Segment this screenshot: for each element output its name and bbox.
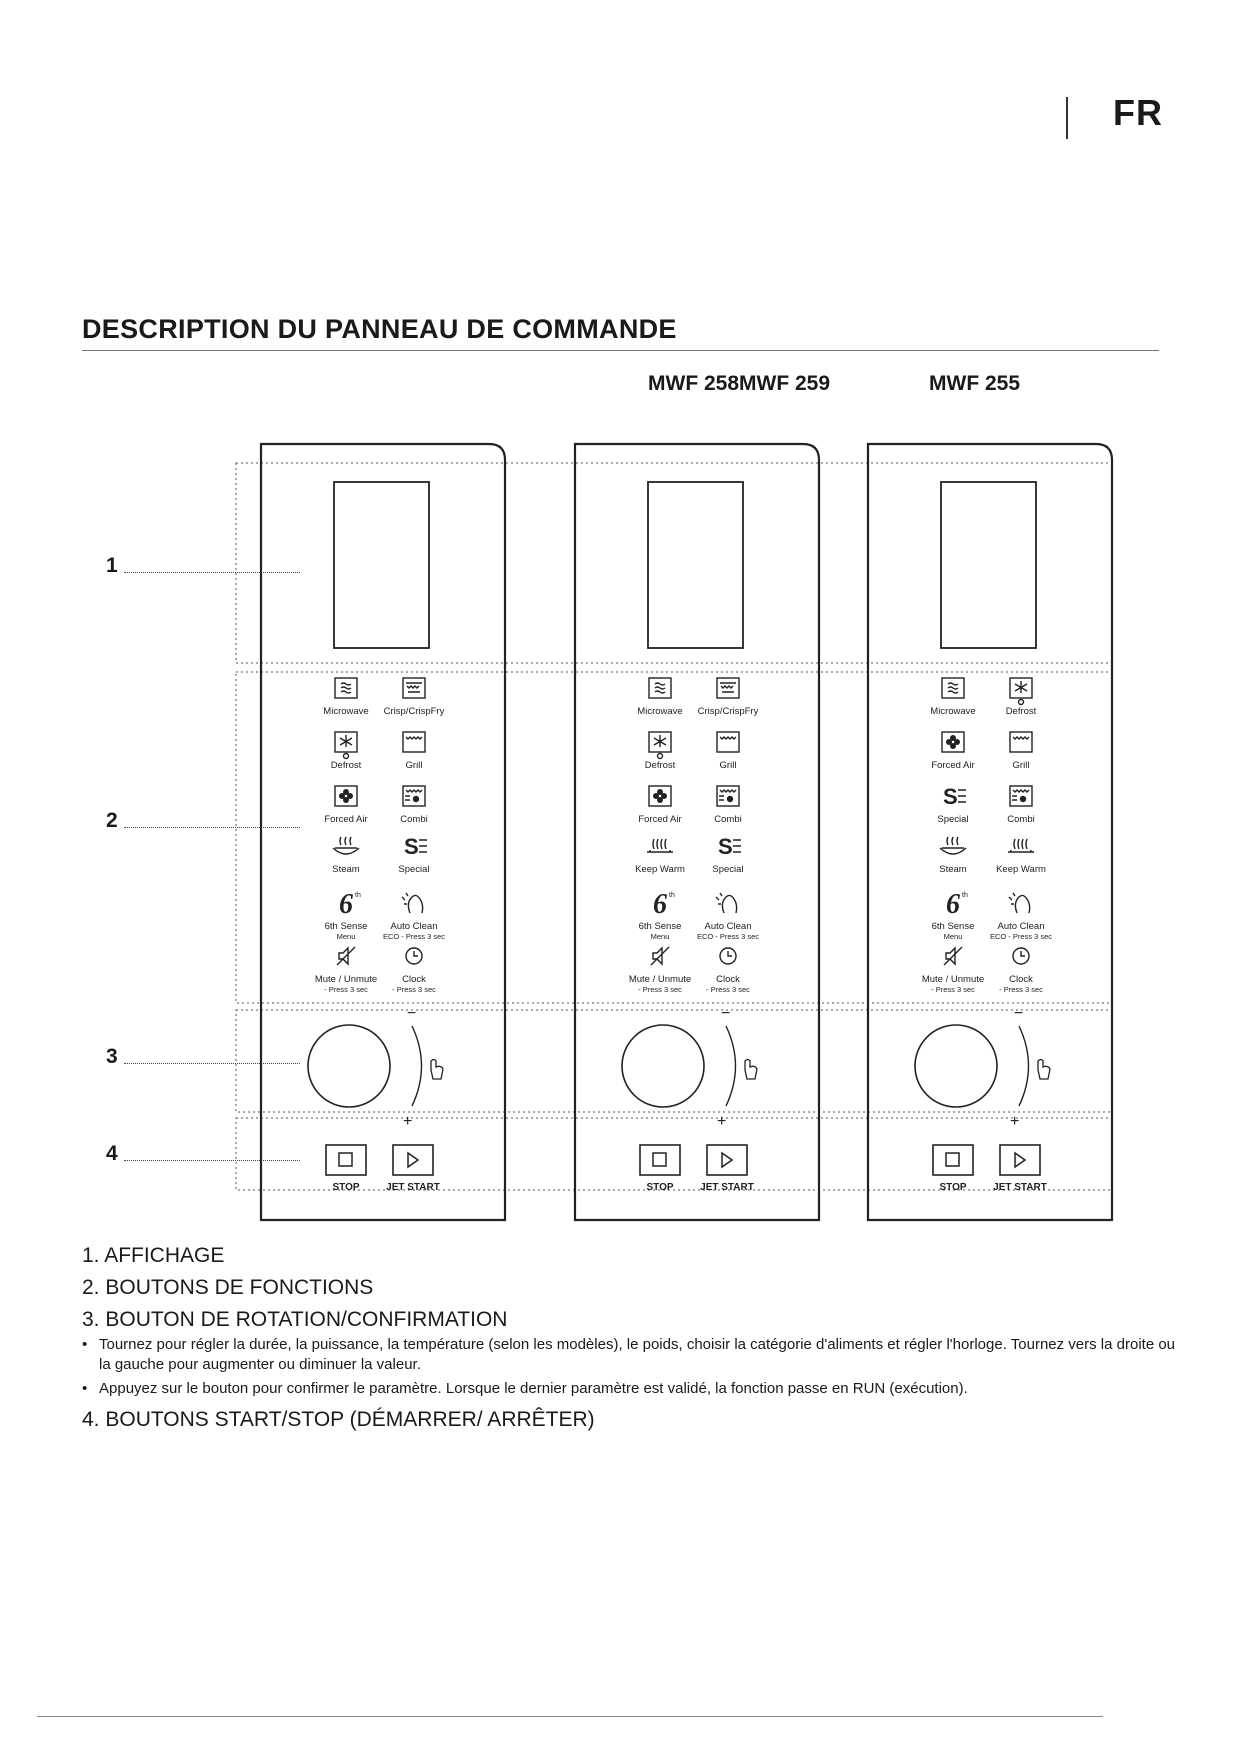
function-button[interactable] [939, 837, 967, 875]
defrost-snowflake-icon [335, 732, 357, 759]
function-button[interactable] [712, 834, 743, 875]
function-button[interactable] [325, 889, 368, 941]
function-sublabel: - Press 3 sec [706, 985, 750, 994]
sixth-sense-icon [946, 889, 968, 920]
stop-label: STOP [332, 1182, 360, 1193]
grill-icon [1010, 732, 1032, 752]
microwave-waves-icon [335, 678, 357, 698]
start-label: JET START [993, 1182, 1047, 1193]
function-label: Grill [1012, 760, 1030, 771]
function-button[interactable] [639, 889, 682, 941]
section-title: DESCRIPTION DU PANNEAU DE COMMANDE [82, 314, 677, 344]
fan-icon [335, 786, 357, 806]
function-label: Auto Clean [390, 921, 438, 932]
function-button[interactable] [638, 786, 681, 825]
function-label: Combi [1007, 814, 1035, 825]
language-code: FR [1113, 92, 1163, 133]
mute-icon [337, 947, 355, 965]
function-button[interactable] [697, 893, 759, 941]
dial-minus: − [1014, 1005, 1024, 1022]
dial-plus: + [403, 1113, 413, 1130]
function-button[interactable] [1006, 678, 1037, 717]
function-label: Mute / Unmute [314, 974, 378, 985]
function-button[interactable] [315, 947, 377, 994]
function-label: Keep Warm [996, 864, 1046, 875]
defrost-snowflake-icon [649, 732, 671, 759]
jet-start-button[interactable] [386, 1145, 440, 1193]
clock-icon [406, 948, 422, 964]
function-sublabel: - Press 3 sec [999, 985, 1043, 994]
callout-3: 3 [106, 1045, 118, 1068]
function-label: Mute / Unmute [628, 974, 692, 985]
control-panel-2 [575, 444, 819, 1220]
function-label: Clock [716, 974, 740, 985]
function-button[interactable] [392, 948, 436, 994]
svg-text:6: 6 [339, 889, 353, 920]
function-label: Steam [332, 864, 360, 875]
svg-text:S: S [943, 784, 958, 809]
dial-arc [1019, 1026, 1029, 1106]
function-button[interactable] [331, 732, 362, 771]
function-button[interactable] [698, 678, 759, 717]
function-label: Microwave [637, 706, 683, 717]
description-item-3: 3. BOUTON DE ROTATION/CONFIRMATION [82, 1308, 508, 1331]
dial-minus: − [721, 1005, 731, 1022]
display-screen [334, 482, 429, 648]
stop-icon [339, 1153, 352, 1166]
auto-clean-icon [716, 893, 737, 913]
start-label: JET START [386, 1182, 440, 1193]
combi-icon [1010, 786, 1032, 806]
display-screen [941, 482, 1036, 648]
description-item-1: 1. AFFICHAGE [82, 1244, 225, 1267]
function-sublabel: ECO - Press 3 sec [382, 932, 446, 941]
function-label: Defrost [330, 760, 362, 771]
function-label: Auto Clean [997, 921, 1045, 932]
function-button[interactable] [996, 839, 1046, 875]
zone-2 [236, 672, 1112, 1003]
svg-text:th: th [669, 892, 675, 899]
function-sublabel: - Press 3 sec [931, 985, 975, 994]
microwave-waves-icon [942, 678, 964, 698]
jet-start-button[interactable] [993, 1145, 1047, 1193]
function-label: Combi [714, 814, 742, 825]
function-sublabel: Menu [336, 932, 356, 941]
callout-4: 4 [106, 1142, 118, 1165]
function-button[interactable] [400, 786, 427, 825]
start-label: JET START [700, 1182, 754, 1193]
function-button[interactable] [717, 732, 739, 771]
callout-2: 2 [106, 809, 118, 832]
function-label: Special [398, 864, 430, 875]
footer-rule [37, 1716, 1103, 1717]
callout-1: 1 [106, 554, 118, 577]
function-button[interactable] [1007, 786, 1034, 825]
function-label: 6th Sense [931, 921, 975, 932]
function-button[interactable] [324, 786, 367, 825]
function-button[interactable] [1010, 732, 1032, 771]
stop-icon [653, 1153, 666, 1166]
function-button[interactable] [931, 732, 974, 771]
function-button[interactable] [645, 732, 676, 771]
function-button[interactable] [932, 889, 975, 941]
description-item-2: 2. BOUTONS DE FONCTIONS [82, 1276, 374, 1299]
function-label: Crisp/CrispFry [697, 706, 759, 717]
model-label-1: MWF 258MWF 259 [648, 372, 831, 395]
crisp-icon [717, 678, 739, 698]
description-item-4: 4. BOUTONS START/STOP (DÉMARRER/ ARRÊTER) [82, 1408, 595, 1431]
function-label: Grill [405, 760, 423, 771]
zone-1 [236, 463, 1112, 663]
svg-text:6: 6 [653, 889, 667, 920]
function-label: Combi [400, 814, 428, 825]
function-label: 6th Sense [324, 921, 368, 932]
stop-button[interactable] [326, 1145, 366, 1193]
panel-outline [261, 444, 505, 1220]
description-block [82, 1243, 1182, 1439]
function-button[interactable] [629, 947, 691, 994]
function-label: Forced Air [324, 814, 368, 825]
function-label: Special [937, 814, 969, 825]
display-screen [648, 482, 743, 648]
function-button[interactable] [398, 834, 429, 875]
bullet-rotate: • Tournez pour régler la durée, la puissance, la température (selon les modèles), le poids, choisir la catégorie d'aliments et régler l'horloge. Tournez vers la droite ou la gauche pour augmenter ou diminuer la valeur. [82, 1335, 1182, 1375]
function-button[interactable] [922, 947, 984, 994]
steam-icon [940, 837, 966, 854]
function-label: Forced Air [931, 760, 975, 771]
function-button[interactable] [714, 786, 741, 825]
function-button[interactable] [637, 678, 682, 717]
function-button[interactable] [403, 732, 425, 771]
microwave-waves-icon [649, 678, 671, 698]
stop-button[interactable] [640, 1145, 680, 1193]
stop-label: STOP [646, 1182, 674, 1193]
fan-icon [942, 732, 964, 752]
function-button[interactable] [999, 948, 1043, 994]
stop-icon [946, 1153, 959, 1166]
function-label: Defrost [644, 760, 676, 771]
special-icon [718, 834, 741, 859]
function-sublabel: - Press 3 sec [638, 985, 682, 994]
sixth-sense-icon [653, 889, 675, 920]
function-label: Microwave [323, 706, 369, 717]
keep-warm-icon [647, 839, 673, 852]
mute-icon [651, 947, 669, 965]
stop-label: STOP [939, 1182, 967, 1193]
function-button[interactable] [332, 837, 360, 875]
grill-icon [717, 732, 739, 752]
function-label: Keep Warm [635, 864, 685, 875]
control-panel-1 [261, 444, 505, 1220]
steam-icon [333, 837, 359, 854]
svg-text:S: S [404, 834, 419, 859]
combi-icon [717, 786, 739, 806]
function-sublabel: - Press 3 sec [324, 985, 368, 994]
auto-clean-icon [1009, 893, 1030, 913]
function-sublabel: Menu [943, 932, 963, 941]
dial-minus: − [407, 1005, 417, 1022]
function-sublabel: Menu [650, 932, 670, 941]
function-button[interactable] [930, 678, 975, 717]
function-label: Special [712, 864, 744, 875]
rotary-dial[interactable] [308, 1025, 390, 1107]
function-label: Crisp/CrispFry [383, 706, 445, 717]
fan-icon [649, 786, 671, 806]
hand-pointer-icon [745, 1060, 757, 1080]
function-button[interactable] [706, 948, 750, 994]
function-label: Forced Air [638, 814, 682, 825]
function-label: Clock [1009, 974, 1033, 985]
dial-plus: + [717, 1113, 727, 1130]
model-label-2: MWF 255 [929, 372, 1021, 395]
hand-pointer-icon [431, 1060, 443, 1080]
function-label: Defrost [1005, 706, 1037, 717]
function-sublabel: ECO - Press 3 sec [989, 932, 1053, 941]
description-item-3-bullets [82, 1335, 1182, 1399]
rotary-dial[interactable] [622, 1025, 704, 1107]
keep-warm-icon [1008, 839, 1034, 852]
defrost-snowflake-icon [1010, 678, 1032, 705]
rotary-dial[interactable] [915, 1025, 997, 1107]
function-label: Clock [402, 974, 426, 985]
function-sublabel: ECO - Press 3 sec [696, 932, 760, 941]
play-icon [408, 1153, 418, 1167]
bullet-confirm: • Appuyez sur le bouton pour confirmer le paramètre. Lorsque le dernier paramètre est validé, la fonction passe en RUN (exécution). [82, 1379, 1182, 1399]
clock-icon [1013, 948, 1029, 964]
auto-clean-icon [402, 893, 423, 913]
play-icon [1015, 1153, 1025, 1167]
zone-4 [236, 1118, 1112, 1190]
function-label: Microwave [930, 706, 976, 717]
clock-icon [720, 948, 736, 964]
function-button[interactable] [937, 784, 968, 825]
function-button[interactable] [384, 678, 445, 717]
function-button[interactable] [635, 839, 685, 875]
special-icon [943, 784, 966, 809]
function-label: Mute / Unmute [921, 974, 985, 985]
panel-outline [868, 444, 1112, 1220]
zone-3 [236, 1010, 1112, 1112]
svg-text:S: S [718, 834, 733, 859]
function-label: Steam [939, 864, 967, 875]
special-icon [404, 834, 427, 859]
control-panel-3 [868, 444, 1112, 1220]
panel-outline [575, 444, 819, 1220]
function-label: Auto Clean [704, 921, 752, 932]
function-button[interactable] [383, 893, 445, 941]
mute-icon [944, 947, 962, 965]
hand-pointer-icon [1038, 1060, 1050, 1080]
stop-button[interactable] [933, 1145, 973, 1193]
jet-start-button[interactable] [700, 1145, 754, 1193]
play-icon [722, 1153, 732, 1167]
grill-icon [403, 732, 425, 752]
dial-arc [412, 1026, 422, 1106]
function-button[interactable] [990, 893, 1052, 941]
function-button[interactable] [323, 678, 368, 717]
function-sublabel: - Press 3 sec [392, 985, 436, 994]
function-label: 6th Sense [638, 921, 682, 932]
function-label: Grill [719, 760, 737, 771]
combi-icon [403, 786, 425, 806]
svg-text:th: th [962, 892, 968, 899]
svg-text:6: 6 [946, 889, 960, 920]
crisp-icon [403, 678, 425, 698]
svg-text:th: th [355, 892, 361, 899]
dial-arc [726, 1026, 736, 1106]
sixth-sense-icon [339, 889, 361, 920]
dial-plus: + [1010, 1113, 1020, 1130]
